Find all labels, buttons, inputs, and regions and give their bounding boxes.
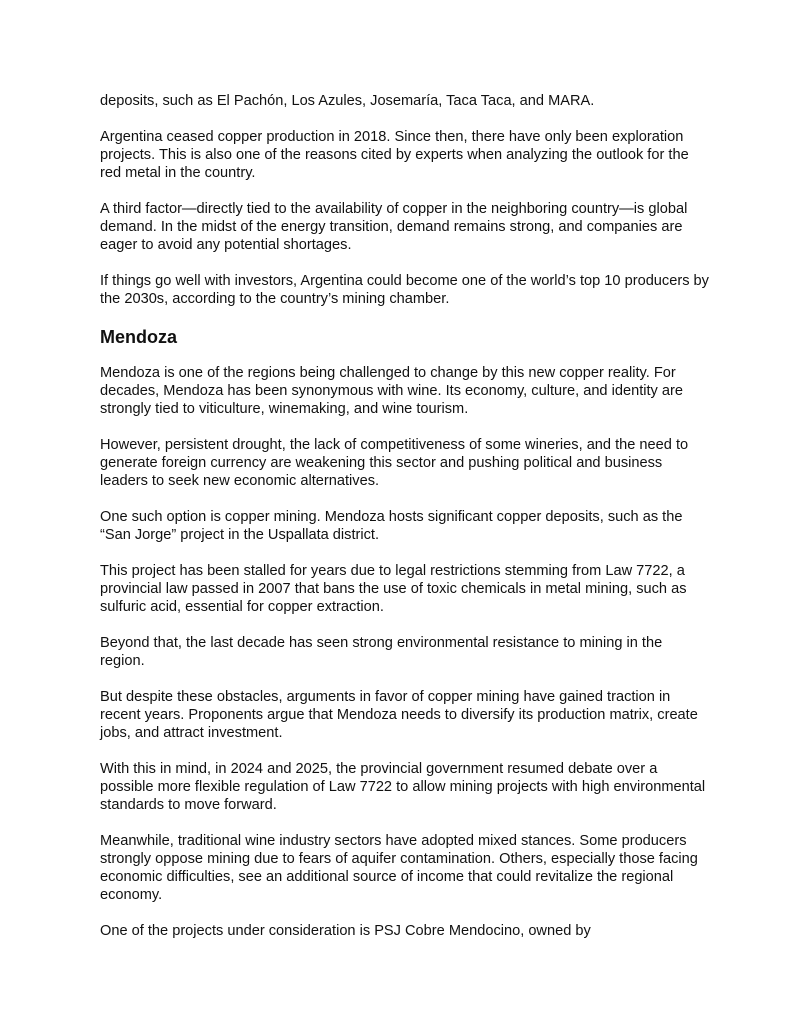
paragraph-law-7722: This project has been stalled for years due to legal restrictions stemming from Law 7722, a provincial law passed in 2007 that bans the use of toxic chemicals in metal mining, such as sulfuric acid, essential for copper extraction. (100, 563, 687, 615)
paragraph-top-producers: If things go well with investors, Argentina could become one of the world’s top 10 producers by the 2030s, according to the country’s mining chamber. (100, 273, 709, 307)
paragraph-copper-production: Argentina ceased copper production in 2018. Since then, there have only been exploration projects. This is also one of the reasons cited by experts when analyzing the outlook for the red metal in the country. (100, 129, 689, 181)
paragraph-copper-option: One such option is copper mining. Mendoza hosts significant copper deposits, such as the “San Jorge” project in the Uspallata district. (100, 509, 683, 543)
paragraph-mendoza-wine: Mendoza is one of the regions being challenged to change by this new copper reality. For decades, Mendoza has been synonymous with wine. Its economy, culture, and identity are strongly tied to viticulture, winemaking, and wine tourism. (100, 365, 683, 417)
paragraph-environmental-resistance: Beyond that, the last decade has seen strong environmental resistance to mining in the region. (100, 635, 663, 669)
document-page (100, 92, 710, 958)
paragraph-drought: However, persistent drought, the lack of competitiveness of some wineries, and the need to generate foreign currency are weakening this sector and pushing political and business leaders to seek new economic alternatives. (100, 437, 689, 489)
paragraph-global-demand: A third factor—directly tied to the availability of copper in the neighboring country—is global demand. In the midst of the energy transition, demand remains strong, and companies are eager to avoid any potential shortages. (100, 201, 688, 253)
paragraph-psj-cobre: One of the projects under consideration is PSJ Cobre Mendocino, owned by (100, 923, 591, 939)
paragraph-arguments-in-favor: But despite these obstacles, arguments in favor of copper mining have gained traction in recent years. Proponents argue that Mendoza needs to diversify its production matrix, create jobs, and attract investment. (100, 689, 698, 741)
section-heading-mendoza: Mendoza (100, 327, 178, 347)
paragraph-regulation-debate: With this in mind, in 2024 and 2025, the provincial government resumed debate over a possible more flexible regulation of Law 7722 to allow mining projects with high environmental standards to move forward. (100, 761, 706, 813)
paragraph-deposits: deposits, such as El Pachón, Los Azules, Josemaría, Taca Taca, and MARA. (100, 93, 595, 109)
paragraph-wine-industry-stances: Meanwhile, traditional wine industry sectors have adopted mixed stances. Some producers strongly oppose mining due to fears of aquifer contamination. Others, especially those facing economic difficulties, see an additional source of income that could revitalize the regional economy. (100, 833, 698, 903)
